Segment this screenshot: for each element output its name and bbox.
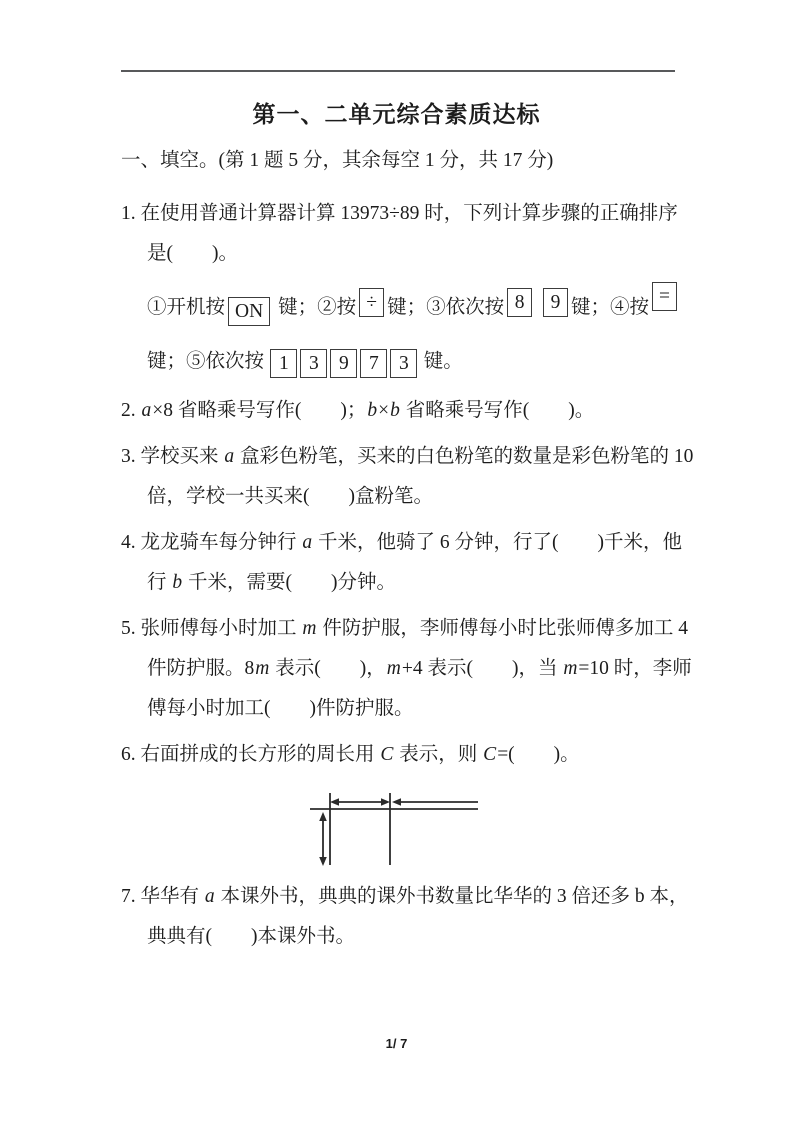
text-run: 键；⑤依次按 (147, 351, 269, 372)
text-run: C (380, 744, 394, 765)
calculator-key-equals: = (652, 282, 677, 311)
text-run: 盒彩色粉笔，买来的白色粉笔的数量是彩色粉笔的 10 (235, 446, 694, 467)
text-run: a (141, 400, 152, 421)
text-run: 键；③依次按 (387, 297, 505, 318)
text-run: b (367, 400, 378, 421)
text-run: m (255, 658, 270, 679)
calculator-key-9: 9 (543, 288, 568, 317)
question-1 (121, 194, 793, 385)
question-6-line-1 (121, 735, 793, 775)
calculator-key-9-second: 9 (330, 349, 357, 378)
text-run: 键；④按 (570, 297, 649, 318)
text-run: =( )。 (497, 744, 580, 765)
text-run: 5. 张师傅每小时加工 (121, 618, 302, 639)
question-5-line-1 (121, 609, 793, 649)
question-7-line-1 (121, 877, 793, 917)
text-run: 键；②按 (273, 297, 357, 318)
question-1-line-1 (121, 194, 793, 234)
text-run: m (302, 618, 317, 639)
question-5-line-3 (121, 689, 793, 729)
text-run: 典典有( )本课外书。 (147, 926, 355, 947)
text-run: × (378, 400, 390, 421)
text-run: a (302, 532, 313, 553)
text-run: a (224, 446, 235, 467)
question-3-line-2 (121, 477, 793, 517)
text-run: 7. 华华有 (121, 886, 204, 907)
text-run: 4. 龙龙骑车每分钟行 (121, 532, 302, 553)
calculator-key-8: 8 (507, 288, 532, 317)
text-run: 千米，他骑了 6 分钟，行了( )千米，他 (313, 532, 683, 553)
calculator-key-divide: ÷ (359, 288, 384, 317)
text-run: 2. (121, 400, 141, 421)
text-run: 件防护服，李师傅每小时比张师傅多加工 4 (317, 618, 688, 639)
question-1-line-3 (121, 282, 793, 331)
question-3-line-1 (121, 437, 793, 477)
page-number: 1/ 7 (385, 1036, 408, 1051)
text-run: C (483, 744, 497, 765)
text-run: 傅每小时加工( )件防护服。 (147, 698, 414, 719)
rectangle-diagram-svg (301, 777, 501, 871)
text-run: 表示，则 (394, 744, 483, 765)
questions-container (121, 194, 793, 957)
text-run: 6. 右面拼成的长方形的周长用 (121, 744, 380, 765)
question-5 (121, 609, 793, 729)
question-4-line-2 (121, 563, 793, 603)
rectangle-diagram (301, 777, 793, 871)
calculator-key-3-second: 3 (390, 349, 417, 378)
text-run: =10 时，李师 (578, 658, 692, 679)
text-run (535, 297, 540, 318)
text-run: m (386, 658, 401, 679)
question-2 (121, 391, 793, 431)
section-heading: 一、填空。(第 1 题 5 分，其余每空 1 分，共 17 分) (121, 150, 554, 171)
page-title: 第一、二单元综合素质达标 (252, 101, 541, 127)
text-run: 键。 (418, 351, 463, 372)
calculator-key-1: 1 (270, 349, 297, 378)
header-rule (121, 70, 675, 72)
question-6 (121, 735, 793, 871)
question-4 (121, 523, 793, 603)
question-7 (121, 877, 793, 957)
text-run: 行 (147, 572, 172, 593)
calculator-key-7: 7 (360, 349, 387, 378)
question-5-line-2 (121, 649, 793, 689)
text-run: ①开机按 (147, 297, 226, 318)
question-2-line-1 (121, 391, 793, 431)
text-run: 千米，需要( )分钟。 (183, 572, 397, 593)
text-run: b (390, 400, 400, 421)
text-run: 3. 学校买来 (121, 446, 224, 467)
calculator-key-on: ON (228, 297, 270, 326)
text-run: 件防护服。8 (147, 658, 255, 679)
calculator-key-3: 3 (300, 349, 327, 378)
text-run: 倍，学校一共买来( )盒粉笔。 (147, 486, 433, 507)
text-run: b (172, 572, 183, 593)
text-run: 是( )。 (147, 243, 238, 264)
text-run: 本课外书，典典的课外书数量比华华的 3 倍还多 b 本， (215, 886, 689, 907)
question-1-line-2 (121, 234, 793, 274)
text-run: +4 表示( )，当 (401, 658, 563, 679)
text-run: 表示( )， (270, 658, 386, 679)
text-run: m (563, 658, 578, 679)
question-7-line-2 (121, 917, 793, 957)
text-run: 省略乘号写作( )。 (400, 400, 595, 421)
question-1-line-4 (121, 339, 793, 385)
text-run: 1. 在使用普通计算器计算 13973÷89 时，下列计算步骤的正确排序 (121, 203, 678, 224)
text-run: ×8 省略乘号写作( )； (152, 400, 367, 421)
question-3 (121, 437, 793, 517)
question-4-line-1 (121, 523, 793, 563)
text-run: a (204, 886, 215, 907)
